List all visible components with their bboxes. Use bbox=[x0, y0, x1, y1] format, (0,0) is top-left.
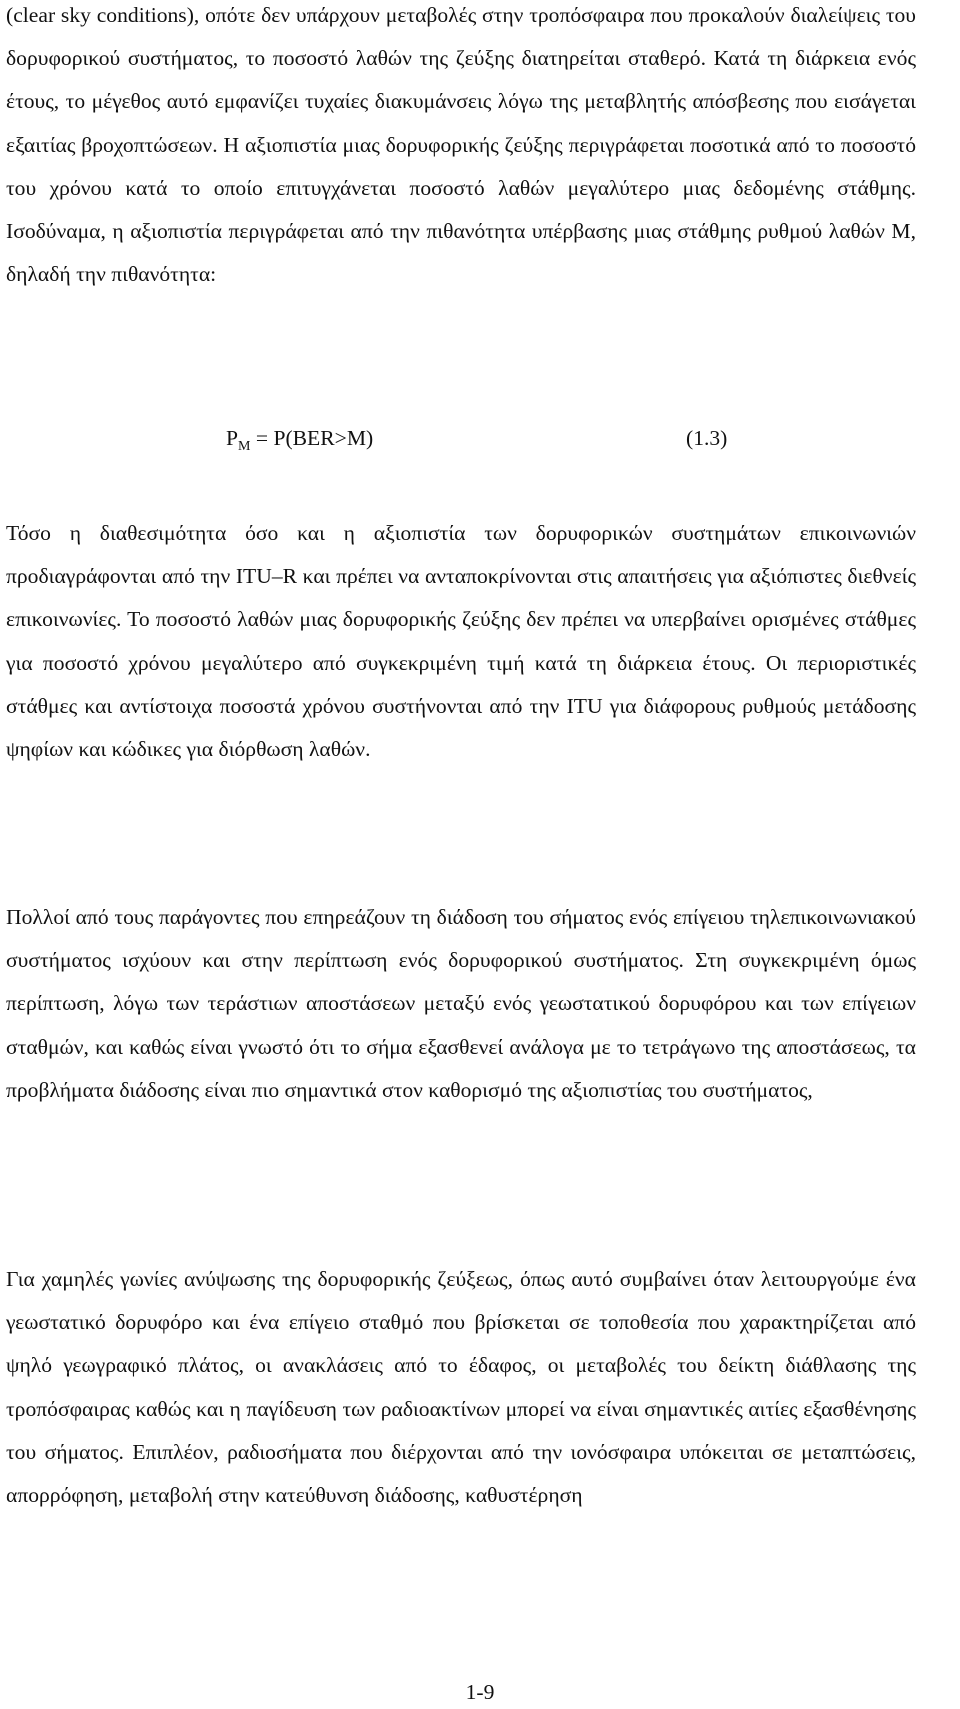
equation-rhs: = P(BER>M) bbox=[250, 426, 374, 450]
equation-expression bbox=[226, 426, 373, 455]
paragraph-itu-specifications: Τόσο η διαθεσιμότητα όσο και η αξιοπιστία των δορυφορικών συστημάτων επικοινωνιών προδιαγράφονται από την ITU–R και πρέπει να ανταποκρίνονται στις απαιτήσεις για αξιόπιστες διεθνείς επικοινωνίες. Το ποσοστό λαθών μιας δορυφορικής ζεύξης δεν πρέπει να υπερβαίνει ορισμένες στάθμες για ποσοστό χρόνου μεγαλύτερο από συγκεκριμένη τιμή κατά τη διάρκεια έτους. Οι περιοριστικές στάθμες και αντίστοιχα ποσοστά χρόνου συστήνονται από την ITU για διάφορους ρυθμούς μετάδοσης ψηφίων και κώδικες για διόρθωση λαθών. bbox=[6, 521, 916, 762]
equation-symbol: P bbox=[226, 426, 239, 450]
equation-number: (1.3) bbox=[686, 426, 728, 450]
paragraph-propagation-factors: Πολλοί από τους παράγοντες που επηρεάζουν τη διάδοση του σήματος ενός επίγειου τηλεπικοινωνιακού συστήματος ισχύουν και στην περίπτωση ενός δορυφορικού συστήματος. Στη συγκεκριμένη όμως περίπτωση, λόγω των τεράστιων αποστάσεων μεταξύ ενός γεωστατικού δορυφόρου και των επίγειων σταθμών, και καθώς είναι γνωστό ότι το σήμα εξασθενεί ανάλογα με το τετράγωνο της αποστάσεως, τα προβλήματα διάδοσης είναι πιο σημαντικά στον καθορισμό της αξιοπιστίας του συστήματος, bbox=[6, 905, 916, 1102]
paragraph-reliability-intro: (clear sky conditions), οπότε δεν υπάρχουν μεταβολές στην τρoπόσφαιρα που προκαλούν διαλείψεις του δορυφορικού συστήματος, το ποσοστό λαθών της ζεύξης διατηρείται σταθερό. Κατά τη διάρκεια ενός έτους, το μέγεθος αυτό εμφανίζει τυχαίες διακυμάνσεις λόγω της μεταβλητής απόσβεσης που εισάγεται εξαιτίας βροχοπτώσεων. Η αξιοπιστία μιας δορυφορικής ζεύξης περιγράφεται ποσοτικά από το ποσοστό του χρόνου κατά το οποίο επιτυγχάνεται ποσοστό λαθών μεγαλύτερο μιας δεδομένης στάθμης. Ισοδύναμα, η αξιοπιστία περιγράφεται από την πιθανότητα υπέρβασης μιας στάθμης ρυθμού λαθών Μ, δηλαδή την πιθανότητα: bbox=[6, 3, 916, 287]
page-number: 1-9 bbox=[465, 1680, 495, 1704]
equation-subscript: M bbox=[238, 439, 251, 454]
equation-1-3 bbox=[226, 426, 786, 466]
paragraph-low-elevation-effects: Για χαμηλές γωνίες ανύψωσης της δορυφορικής ζεύξεως, όπως αυτό συμβαίνει όταν λειτουργούμε ένα γεωστατικό δορυφόρο και ένα επίγειο σταθμό που βρίσκεται σε τοποθεσία που χαρακτηρίζεται από ψηλό γεωγραφικό πλάτος, οι ανακλάσεις από το έδαφος, οι μεταβολές του δείκτη διάθλασης της τροπόσφαιρας καθώς και η παγίδευση των ραδιοακτίνων μπορεί να είναι σημαντικές αιτίες εξασθένησης του σήματος. Επιπλέον, ραδιοσήματα που διέρχονται από την ιονόσφαιρα υπόκειται σε μεταπτώσεις, απορρόφηση, μεταβολή στην κατεύθυνση διάδοσης, καθυστέρηση bbox=[6, 1267, 916, 1508]
